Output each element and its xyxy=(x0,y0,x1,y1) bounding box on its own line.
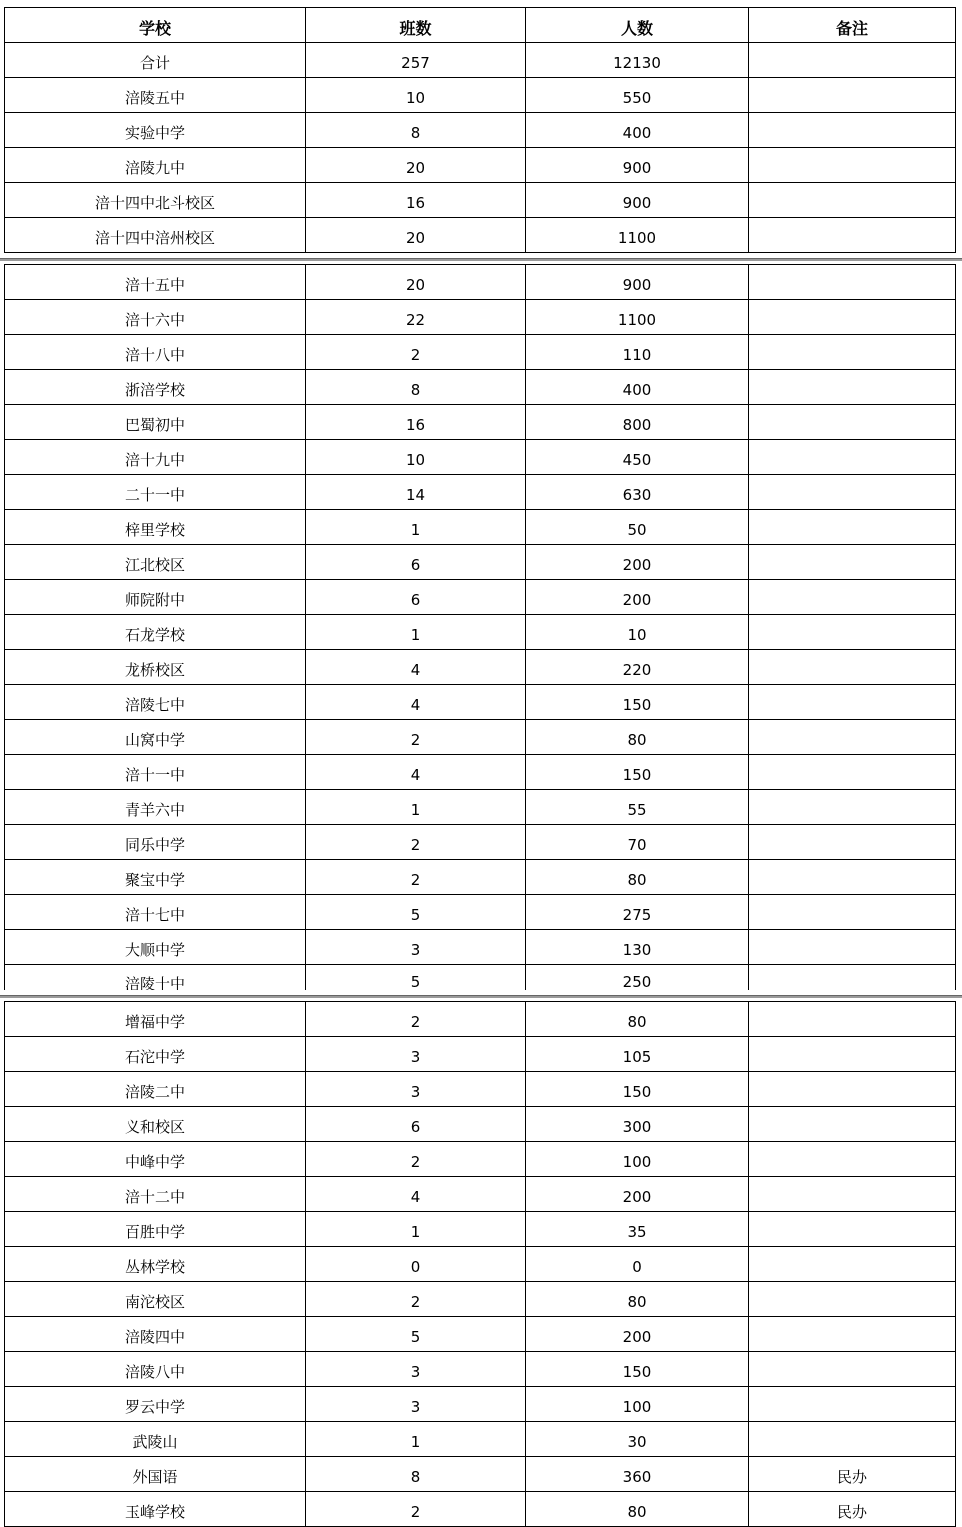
table-segment-2 xyxy=(4,264,956,990)
classes-cell: 2 xyxy=(305,720,525,754)
school-cell: 江北校区 xyxy=(4,545,305,579)
table-row xyxy=(4,894,956,929)
classes-cell: 3 xyxy=(305,1037,525,1071)
school-cell: 罗云中学 xyxy=(4,1387,305,1421)
notes-cell xyxy=(748,1142,956,1176)
students-cell: 80 xyxy=(525,1002,748,1036)
notes-cell xyxy=(748,510,956,544)
school-cell: 涪十七中 xyxy=(4,895,305,929)
classes-cell: 5 xyxy=(305,1317,525,1351)
classes-cell: 22 xyxy=(305,300,525,334)
school-cell: 山窝中学 xyxy=(4,720,305,754)
table-row xyxy=(4,147,956,182)
classes-cell: 1 xyxy=(305,510,525,544)
school-cell: 玉峰学校 xyxy=(4,1492,305,1526)
notes-cell xyxy=(748,370,956,404)
classes-cell: 14 xyxy=(305,475,525,509)
students-cell: 360 xyxy=(525,1457,748,1491)
students-cell: 200 xyxy=(525,1317,748,1351)
classes-cell: 1 xyxy=(305,790,525,824)
table-row xyxy=(4,544,956,579)
school-cell: 石沱中学 xyxy=(4,1037,305,1071)
table-row xyxy=(4,1456,956,1491)
table-row xyxy=(4,614,956,649)
school-cell: 青羊六中 xyxy=(4,790,305,824)
notes-cell xyxy=(748,1422,956,1456)
classes-cell: 4 xyxy=(305,685,525,719)
students-cell: 220 xyxy=(525,650,748,684)
notes-cell xyxy=(748,1282,956,1316)
school-cell: 涪十四中北斗校区 xyxy=(4,183,305,217)
notes-cell xyxy=(748,148,956,182)
table-row xyxy=(4,1106,956,1141)
table-row xyxy=(4,1036,956,1071)
students-cell: 450 xyxy=(525,440,748,474)
students-cell: 150 xyxy=(525,685,748,719)
classes-cell: 4 xyxy=(305,650,525,684)
students-cell: 10 xyxy=(525,615,748,649)
school-cell: 聚宝中学 xyxy=(4,860,305,894)
notes-cell xyxy=(748,790,956,824)
students-cell: 150 xyxy=(525,755,748,789)
table-row xyxy=(4,684,956,719)
notes-cell: 民办 xyxy=(748,1457,956,1491)
notes-cell xyxy=(748,1317,956,1351)
notes-cell xyxy=(748,685,956,719)
notes-cell xyxy=(748,860,956,894)
school-cell: 二十一中 xyxy=(4,475,305,509)
school-cell: 师院附中 xyxy=(4,580,305,614)
notes-cell xyxy=(748,1387,956,1421)
classes-cell: 4 xyxy=(305,1177,525,1211)
table-row xyxy=(4,754,956,789)
school-cell: 涪陵九中 xyxy=(4,148,305,182)
school-cell: 涪陵二中 xyxy=(4,1072,305,1106)
school-cell: 涪十四中涪州校区 xyxy=(4,218,305,252)
table-row xyxy=(4,1071,956,1106)
school-cell: 涪陵八中 xyxy=(4,1352,305,1386)
notes-cell xyxy=(748,335,956,369)
classes-cell: 20 xyxy=(305,218,525,252)
table-row xyxy=(4,77,956,112)
school-cell: 涪十六中 xyxy=(4,300,305,334)
table-row xyxy=(4,404,956,439)
table-row xyxy=(4,369,956,404)
students-cell: 105 xyxy=(525,1037,748,1071)
classes-cell: 2 xyxy=(305,1282,525,1316)
notes-cell xyxy=(748,1352,956,1386)
notes-cell xyxy=(748,1212,956,1246)
classes-cell: 1 xyxy=(305,615,525,649)
students-cell: 30 xyxy=(525,1422,748,1456)
notes-cell xyxy=(748,1107,956,1141)
table-row xyxy=(4,719,956,754)
table-row xyxy=(4,1386,956,1421)
notes-cell xyxy=(748,825,956,859)
table-row xyxy=(4,1491,956,1526)
students-cell: 1100 xyxy=(525,300,748,334)
classes-cell: 2 xyxy=(305,1142,525,1176)
table-row xyxy=(4,1141,956,1176)
school-cell: 涪十五中 xyxy=(4,265,305,299)
classes-cell: 3 xyxy=(305,1072,525,1106)
notes-cell xyxy=(748,475,956,509)
header-notes: 备注 xyxy=(748,8,956,42)
school-cell: 义和校区 xyxy=(4,1107,305,1141)
notes-cell xyxy=(748,183,956,217)
table-row xyxy=(4,334,956,369)
students-cell: 900 xyxy=(525,148,748,182)
table-row xyxy=(4,1281,956,1316)
students-cell: 80 xyxy=(525,1282,748,1316)
classes-cell: 2 xyxy=(305,1492,525,1526)
students-cell: 12130 xyxy=(525,43,748,77)
header-students: 人数 xyxy=(525,8,748,42)
notes-cell xyxy=(748,755,956,789)
notes-cell: 民办 xyxy=(748,1492,956,1526)
classes-cell: 16 xyxy=(305,405,525,439)
classes-cell: 5 xyxy=(305,895,525,929)
table-row xyxy=(4,824,956,859)
classes-cell: 8 xyxy=(305,113,525,147)
notes-cell xyxy=(748,300,956,334)
school-cell: 武陵山 xyxy=(4,1422,305,1456)
students-cell: 800 xyxy=(525,405,748,439)
students-cell: 70 xyxy=(525,825,748,859)
table-row xyxy=(4,509,956,544)
table-row xyxy=(4,1001,956,1036)
notes-cell xyxy=(748,930,956,964)
school-cell: 涪陵五中 xyxy=(4,78,305,112)
students-cell: 80 xyxy=(525,860,748,894)
classes-cell: 6 xyxy=(305,545,525,579)
notes-cell xyxy=(748,965,956,990)
table-row xyxy=(4,112,956,147)
school-enrollment-table xyxy=(4,7,956,1527)
classes-cell: 6 xyxy=(305,580,525,614)
notes-cell xyxy=(748,218,956,252)
school-cell: 涪十八中 xyxy=(4,335,305,369)
school-cell: 涪十一中 xyxy=(4,755,305,789)
students-cell: 200 xyxy=(525,1177,748,1211)
school-cell: 涪陵七中 xyxy=(4,685,305,719)
school-cell: 外国语 xyxy=(4,1457,305,1491)
school-cell: 涪十二中 xyxy=(4,1177,305,1211)
students-cell: 200 xyxy=(525,580,748,614)
classes-cell: 3 xyxy=(305,1387,525,1421)
students-cell: 300 xyxy=(525,1107,748,1141)
school-cell: 丛林学校 xyxy=(4,1247,305,1281)
students-cell: 630 xyxy=(525,475,748,509)
school-cell: 浙涪学校 xyxy=(4,370,305,404)
school-cell: 实验中学 xyxy=(4,113,305,147)
students-cell: 55 xyxy=(525,790,748,824)
header-school: 学校 xyxy=(4,8,305,42)
classes-cell: 3 xyxy=(305,930,525,964)
notes-cell xyxy=(748,895,956,929)
notes-cell xyxy=(748,545,956,579)
table-header-row xyxy=(4,7,956,42)
school-cell: 石龙学校 xyxy=(4,615,305,649)
school-cell: 大顺中学 xyxy=(4,930,305,964)
notes-cell xyxy=(748,405,956,439)
classes-cell: 0 xyxy=(305,1247,525,1281)
students-cell: 250 xyxy=(525,965,748,990)
table-segment-1 xyxy=(4,42,956,252)
school-cell: 涪陵四中 xyxy=(4,1317,305,1351)
school-cell: 梓里学校 xyxy=(4,510,305,544)
table-row xyxy=(4,789,956,824)
table-row xyxy=(4,579,956,614)
notes-cell xyxy=(748,720,956,754)
classes-cell: 20 xyxy=(305,265,525,299)
school-cell: 百胜中学 xyxy=(4,1212,305,1246)
table-row xyxy=(4,859,956,894)
school-cell: 龙桥校区 xyxy=(4,650,305,684)
classes-cell: 4 xyxy=(305,755,525,789)
classes-cell: 20 xyxy=(305,148,525,182)
notes-cell xyxy=(748,1002,956,1036)
students-cell: 80 xyxy=(525,1492,748,1526)
school-cell: 增福中学 xyxy=(4,1002,305,1036)
students-cell: 150 xyxy=(525,1352,748,1386)
notes-cell xyxy=(748,1177,956,1211)
school-cell: 南沱校区 xyxy=(4,1282,305,1316)
classes-cell: 2 xyxy=(305,335,525,369)
school-cell: 同乐中学 xyxy=(4,825,305,859)
table-row xyxy=(4,1246,956,1281)
students-cell: 80 xyxy=(525,720,748,754)
notes-cell xyxy=(748,113,956,147)
notes-cell xyxy=(748,650,956,684)
table-row xyxy=(4,182,956,217)
classes-cell: 5 xyxy=(305,965,525,990)
table-segment-3 xyxy=(4,1001,956,1526)
table-row xyxy=(4,1316,956,1351)
school-cell: 巴蜀初中 xyxy=(4,405,305,439)
classes-cell: 3 xyxy=(305,1352,525,1386)
classes-cell: 1 xyxy=(305,1212,525,1246)
table-row xyxy=(4,474,956,509)
classes-cell: 16 xyxy=(305,183,525,217)
school-cell: 中峰中学 xyxy=(4,1142,305,1176)
classes-cell: 2 xyxy=(305,825,525,859)
table-row xyxy=(4,1421,956,1456)
students-cell: 35 xyxy=(525,1212,748,1246)
table-row xyxy=(4,42,956,77)
page-break-divider xyxy=(4,253,956,264)
students-cell: 1100 xyxy=(525,218,748,252)
table-row xyxy=(4,1176,956,1211)
table-row xyxy=(4,964,956,990)
page-break-divider xyxy=(4,990,956,1001)
students-cell: 900 xyxy=(525,183,748,217)
notes-cell xyxy=(748,580,956,614)
notes-cell xyxy=(748,1247,956,1281)
students-cell: 900 xyxy=(525,265,748,299)
table-row xyxy=(4,1351,956,1386)
students-cell: 400 xyxy=(525,370,748,404)
notes-cell xyxy=(748,1072,956,1106)
classes-cell: 257 xyxy=(305,43,525,77)
table-row xyxy=(4,264,956,299)
notes-cell xyxy=(748,78,956,112)
classes-cell: 1 xyxy=(305,1422,525,1456)
students-cell: 100 xyxy=(525,1142,748,1176)
notes-cell xyxy=(748,265,956,299)
table-row xyxy=(4,1211,956,1246)
classes-cell: 6 xyxy=(305,1107,525,1141)
table-row xyxy=(4,929,956,964)
students-cell: 275 xyxy=(525,895,748,929)
students-cell: 550 xyxy=(525,78,748,112)
classes-cell: 10 xyxy=(305,440,525,474)
notes-cell xyxy=(748,615,956,649)
students-cell: 50 xyxy=(525,510,748,544)
school-cell: 合计 xyxy=(4,43,305,77)
table-row xyxy=(4,439,956,474)
classes-cell: 8 xyxy=(305,1457,525,1491)
classes-cell: 2 xyxy=(305,860,525,894)
students-cell: 130 xyxy=(525,930,748,964)
classes-cell: 2 xyxy=(305,1002,525,1036)
table-row xyxy=(4,217,956,252)
notes-cell xyxy=(748,43,956,77)
students-cell: 200 xyxy=(525,545,748,579)
school-cell: 涪十九中 xyxy=(4,440,305,474)
students-cell: 100 xyxy=(525,1387,748,1421)
notes-cell xyxy=(748,440,956,474)
table-row xyxy=(4,299,956,334)
students-cell: 400 xyxy=(525,113,748,147)
header-classes: 班数 xyxy=(305,8,525,42)
classes-cell: 8 xyxy=(305,370,525,404)
notes-cell xyxy=(748,1037,956,1071)
school-cell: 涪陵十中 xyxy=(4,965,305,990)
students-cell: 0 xyxy=(525,1247,748,1281)
students-cell: 150 xyxy=(525,1072,748,1106)
table-row xyxy=(4,649,956,684)
classes-cell: 10 xyxy=(305,78,525,112)
students-cell: 110 xyxy=(525,335,748,369)
